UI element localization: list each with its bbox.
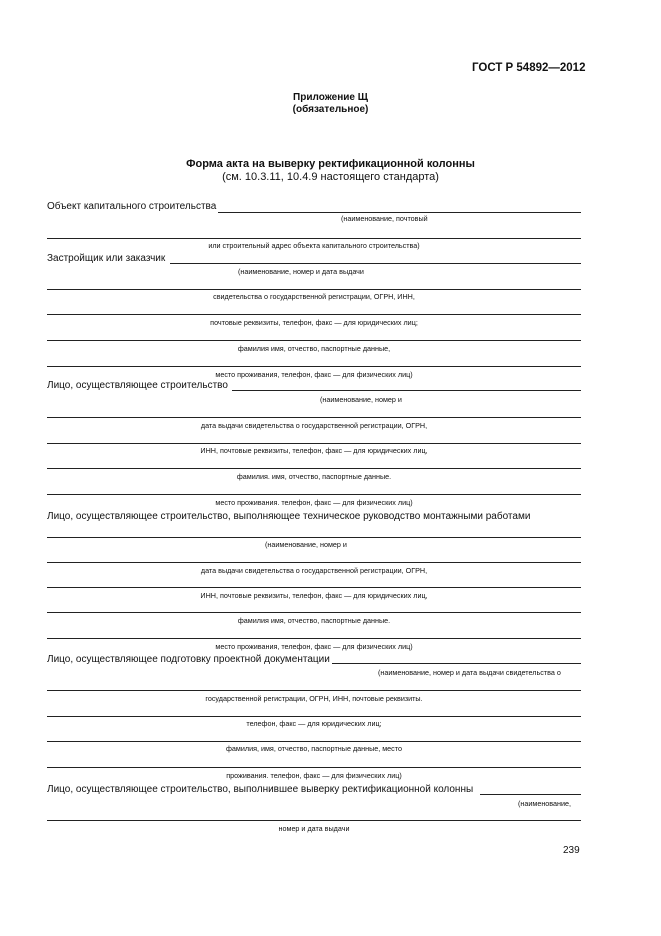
builder-line-3[interactable] bbox=[47, 443, 581, 444]
supervisor-line-5[interactable] bbox=[47, 638, 581, 639]
verifier-line[interactable] bbox=[480, 794, 581, 795]
developer-label: Застройщик или заказчик bbox=[47, 253, 166, 264]
supervisor-caption-2: дата выдачи свидетельства о государственной регистрации, ОГРН, bbox=[200, 566, 428, 575]
object-address-line[interactable] bbox=[47, 238, 581, 239]
builder-line[interactable] bbox=[232, 390, 581, 391]
document-code: ГОСТ Р 54892—2012 bbox=[472, 62, 586, 74]
builder-line-4[interactable] bbox=[47, 468, 581, 469]
designer-line[interactable] bbox=[330, 663, 581, 664]
supervisor-label: Лицо, осуществляющее строительство, выполняющее техническое руководство монтажными работами bbox=[47, 511, 531, 522]
developer-caption-3: почтовые реквизиты, телефон, факс — для юридических лиц; bbox=[210, 318, 418, 327]
appendix-status: (обязательное) bbox=[292, 104, 369, 115]
designer-caption: (наименование, номер и дата выдачи свидетельства о bbox=[378, 668, 561, 677]
appendix-title: Приложение Щ bbox=[293, 92, 368, 103]
supervisor-line-4[interactable] bbox=[47, 612, 581, 613]
designer-caption-5: проживания. телефон, факс — для физических лиц) bbox=[226, 771, 402, 780]
builder-label: Лицо, осуществляющее строительство bbox=[47, 380, 228, 391]
designer-line-4[interactable] bbox=[47, 741, 581, 742]
builder-caption-2: дата выдачи свидетельства о государственной регистрации, ОГРН, bbox=[200, 421, 428, 430]
supervisor-caption: (наименование, номер и bbox=[265, 540, 347, 549]
verifier-caption: (наименование, bbox=[518, 799, 571, 808]
developer-caption-5: место проживания, телефон, факс — для физических лиц) bbox=[215, 370, 413, 379]
designer-caption-4: фамилия, имя, отчество, паспортные данные, место bbox=[226, 744, 402, 753]
designer-caption-3: телефон, факс — для юридических лиц; bbox=[246, 719, 382, 728]
developer-line[interactable] bbox=[170, 263, 581, 264]
verifier-caption-2: номер и дата выдачи bbox=[278, 824, 350, 833]
supervisor-line[interactable] bbox=[47, 537, 581, 538]
object-line[interactable] bbox=[218, 212, 581, 213]
developer-caption-4: фамилия имя, отчество, паспортные данные, bbox=[237, 344, 391, 353]
supervisor-caption-5: место проживания, телефон, факс — для физических лиц) bbox=[215, 642, 413, 651]
object-label: Объект капитального строительства bbox=[47, 201, 217, 212]
developer-line-2[interactable] bbox=[47, 289, 581, 290]
builder-caption-4: фамилия. имя, отчество, паспортные данные. bbox=[236, 472, 392, 481]
builder-line-2[interactable] bbox=[47, 417, 581, 418]
developer-caption-2: свидетельства о государственной регистрации, ОГРН, ИНН, bbox=[213, 292, 415, 301]
builder-caption-5: место проживания. телефон, факс — для физических лиц) bbox=[215, 498, 413, 507]
builder-caption: (наименование, номер и bbox=[320, 395, 402, 404]
designer-line-2[interactable] bbox=[47, 690, 581, 691]
builder-caption-3: ИНН, почтовые реквизиты, телефон, факс — для юридических лиц, bbox=[200, 446, 428, 455]
verifier-line-2[interactable] bbox=[47, 820, 581, 821]
developer-line-3[interactable] bbox=[47, 314, 581, 315]
builder-line-5[interactable] bbox=[47, 494, 581, 495]
designer-line-5[interactable] bbox=[47, 767, 581, 768]
form-title: Форма акта на выверку ректификационной колонны bbox=[186, 158, 475, 170]
supervisor-caption-3: ИНН, почтовые реквизиты, телефон, факс — для юридических лиц, bbox=[200, 591, 428, 600]
developer-line-5[interactable] bbox=[47, 366, 581, 367]
designer-label: Лицо, осуществляющее подготовку проектной документации bbox=[47, 654, 330, 665]
designer-line-3[interactable] bbox=[47, 716, 581, 717]
developer-line-4[interactable] bbox=[47, 340, 581, 341]
supervisor-caption-4: фамилия имя, отчество, паспортные данные. bbox=[237, 616, 391, 625]
verifier-label: Лицо, осуществляющее строительство, выполнившее выверку ректификационной колонны bbox=[47, 784, 474, 795]
supervisor-line-3[interactable] bbox=[47, 587, 581, 588]
page-number: 239 bbox=[563, 845, 580, 856]
object-address-caption: или строительный адрес объекта капитального строительства) bbox=[208, 241, 420, 250]
supervisor-line-2[interactable] bbox=[47, 562, 581, 563]
form-subtitle: (см. 10.3.11, 10.4.9 настоящего стандарта) bbox=[222, 171, 439, 183]
designer-caption-2: государственной регистрации, ОГРН, ИНН, почтовые реквизиты. bbox=[205, 694, 423, 703]
object-caption: (наименование, почтовый bbox=[341, 214, 428, 223]
developer-caption: (наименование, номер и дата выдачи bbox=[238, 267, 364, 276]
